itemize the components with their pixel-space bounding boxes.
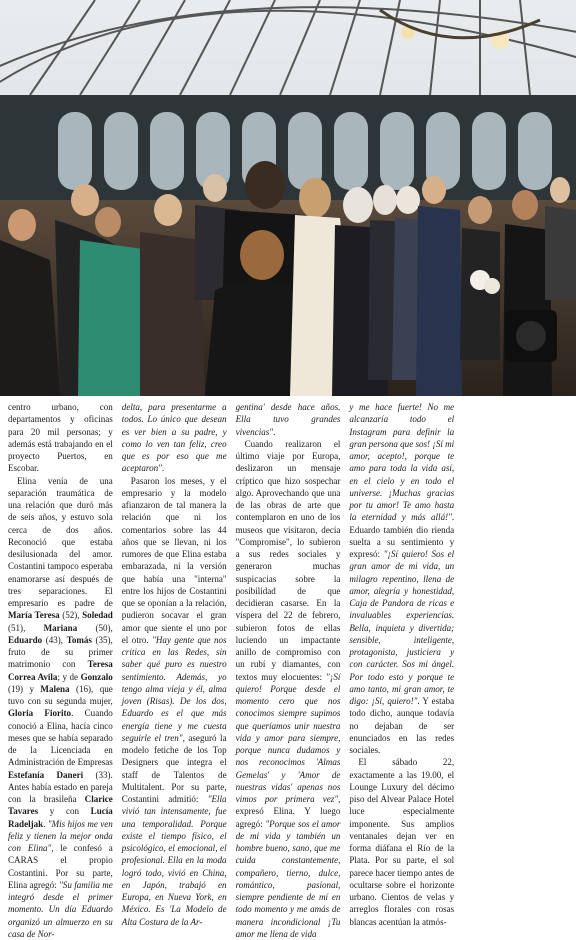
body-text: , aseguró la modelo fetiche de los Top Designers que integra el staff de Talentos de Multitalent. Por su parte, Costantini admitió: bbox=[122, 733, 227, 804]
article-column-3 bbox=[236, 401, 341, 771]
body-text: El sábado 22, exactamente a las 19.00, el Lounge Luxury del décimo piso del Alvear Palace Hotel luce especialmente imponente. Sus amplios ventanales dejan ver en forma diáfana el Río de la Plata. Por su parte, el sol parece hacer tiempo antes de ocultarse sobre el horizonte urbano. Cientos de velas y arreglos florales con rosas blancas acentúan la atmós- bbox=[349, 757, 454, 926]
quote-text: "¡Sí quiero! Sos el gran amor de mi vida, un milagro repentino, llena de amor, alegría y honestidad, Caja de Pandora de ricas e invaluables experiencias. Bella, inquieta y divertida; sensible, inteligente, protagonista, justiciera y con carácter. Sos mi ángel. Por todo esto y porque te amo tanto, mi gran amor, te digo: ¡Sí, quiero!" bbox=[349, 549, 454, 706]
name-highlight: María Teresa bbox=[8, 610, 60, 620]
quote-text: "Ella vivió tan intensamente, fue una temporalidad. Porque existe el tiempo físico, el psicológico, el emocional, el profesional. Ella en la moda logró todo, vivió en China, en Japón, trabajó en Europa, en Nueva York, en México. Es 'La Modelo de Alta Costura de la Ar- bbox=[122, 794, 227, 927]
quote-text: "Su familia me integró desde el primer momento. Un día Eduardo organizó un almuerzo en su casa de Nor- bbox=[8, 880, 113, 939]
article-body bbox=[8, 401, 568, 771]
quote-text: "Mis hijos me ven feliz y tienen la mejor onda con Elina" bbox=[8, 819, 113, 854]
body-text: (52), bbox=[60, 610, 82, 620]
quote-text: "¡Sí quiero! Porque desde el momento cero que nos conocimos siempre supimos que queríamos unir nuestra vida y amor para siempre, porque nunca dudamos y nos reconocimos 'Almas Gemelas' y 'Amor de nuestras vidas' apenas nos vimos por primera vez" bbox=[236, 672, 341, 805]
wedding-photo bbox=[0, 0, 576, 396]
body-text: . Y estaba todo dicho, aunque todavía no dejaban de ser enunciados en las redes sociales. bbox=[349, 696, 454, 755]
article-paragraph bbox=[349, 756, 454, 928]
body-text: . bbox=[273, 427, 275, 437]
body-text: (19) y bbox=[8, 684, 40, 694]
article-paragraph bbox=[349, 401, 454, 756]
body-text: (50), bbox=[77, 623, 113, 633]
body-text: , expresó Elina. Y luego agregó: bbox=[236, 794, 341, 829]
body-text: (35), fruto de su primer matrimonio con bbox=[8, 635, 113, 670]
quote-text: delta, para presentarme a todos. Lo único que desean es ver bien a su padre, y como lo ven tan feliz, creo que es por eso que me aceptaron" bbox=[122, 402, 227, 473]
body-text: . bbox=[43, 819, 48, 829]
name-highlight: Mariana bbox=[44, 623, 78, 633]
article-paragraph bbox=[236, 401, 341, 438]
article-paragraph bbox=[122, 401, 227, 475]
name-highlight: Malena bbox=[40, 684, 69, 694]
body-text: . Cuando conoció a Elina, hacía cinco meses que se había separado de la Licenciada en Administración de Empresas bbox=[8, 708, 113, 767]
name-highlight: Tomás bbox=[67, 635, 92, 645]
article-paragraph bbox=[236, 438, 341, 940]
article-paragraph bbox=[122, 475, 227, 928]
body-text: (16), que tuvo con su segunda mujer, bbox=[8, 684, 113, 706]
quote-text: "Hay gente que nos critica en las Redes, sin saber qué puro es nuestro sentimiento. Además, yo tengo alma vieja y él, alma joven (Risas). De los dos, Eduardo es el que más energía tiene y me cuesta seguirle el tren" bbox=[122, 635, 227, 743]
quote-text: y me hace fuerte! No me alcanzaría todo el Instagram para definir la gran persona que sos! ¡Sí mi amor, acepto!, porque te amo para toda la vida así, en el cielo y en todo el universe. ¡Muchas gracias por tu amor! Te amo hasta la eternidad y más allá!" bbox=[349, 402, 454, 522]
quote-text: gentina' desde hace años. Ella tuvo grandes vivencias" bbox=[236, 402, 341, 437]
name-highlight: Soledad bbox=[82, 610, 113, 620]
body-text: y con bbox=[38, 806, 91, 816]
name-highlight: Clarice Tavares bbox=[8, 794, 113, 816]
article-paragraph bbox=[8, 401, 113, 475]
article-column-1 bbox=[8, 401, 113, 771]
name-highlight: Gonzalo bbox=[81, 672, 113, 682]
article-column-2 bbox=[122, 401, 227, 771]
name-highlight: Estefanía Daneri bbox=[8, 770, 83, 780]
body-text: (43), bbox=[42, 635, 66, 645]
article-paragraph bbox=[8, 475, 113, 940]
body-text: ; y de bbox=[57, 672, 80, 682]
quote-text: "Porque sos el amor de mi vida y también un hombre bueno, sano, que me cuida constantemente, compañero, tierno, dulce, romántico, pasional, siempre pendiente de mí en todo momento y me amás de manera incondicional ¡Tu amor me llena de vida bbox=[236, 819, 341, 939]
body-text: . bbox=[162, 463, 164, 473]
body-text: Cuando realizaron el último viaje por Europa, deslizaron un mensaje críptico que hizo sospechar algo. Aprovechando que una de las obras de arte que contemplaron en uno de los museos que visitaron, decía "Compromise", lo subieron a sus redes sociales y generaron muchas suspicacias sobre la posibilidad de que decidieran casarse. En la víspera del 22 de febrero, subieron fotos de ellas luciendo un impactante anillo de compromiso con un rubí y diamantes, con textos muy elocuentes: bbox=[236, 439, 341, 682]
body-text: Elina venía de una separación traumática de una relación que duró más de seis años, y estuvo sola cerca de dos años. Reconoció que estaba desilusionada del amor. Costantini tampoco esperaba enamorarse así después de tres separaciones. El empresario es padre de bbox=[8, 476, 113, 609]
body-text: Pasaron los meses, y el empresario y la modelo afianzaron de tal manera la relación que ni los comentarios sobre las 44 años que se llevan, ni los rumores de que Elina estaba embarazada, ni la versión que había una "interna" entre los hijos de Costantini que se oponían a la relación, pudieron socavar el gran amor que siente el uno por el otro. bbox=[122, 476, 227, 645]
body-text: (51), bbox=[8, 623, 44, 633]
article-column-4 bbox=[349, 401, 454, 771]
body-text: . Eduardo también dio rienda suelta a su sentimiento y expresó: bbox=[349, 512, 454, 559]
name-highlight: Eduardo bbox=[8, 635, 42, 645]
body-text: centro urbano, con departamentos y oficinas para 20 mil personas; y además está trabajando en el proyecto Puertos, en Escobar. bbox=[8, 402, 113, 473]
body-text: (33). Antes había estado en pareja con la brasileña bbox=[8, 770, 113, 805]
name-highlight: Lucía Radeljak bbox=[8, 806, 113, 828]
name-highlight: Teresa Correa Avila bbox=[8, 659, 113, 681]
body-text: , le confesó a CARAS el propio Costantini. Por su parte, Elina agregó: bbox=[8, 843, 113, 890]
name-highlight: Gloria Fiorito bbox=[8, 708, 71, 718]
